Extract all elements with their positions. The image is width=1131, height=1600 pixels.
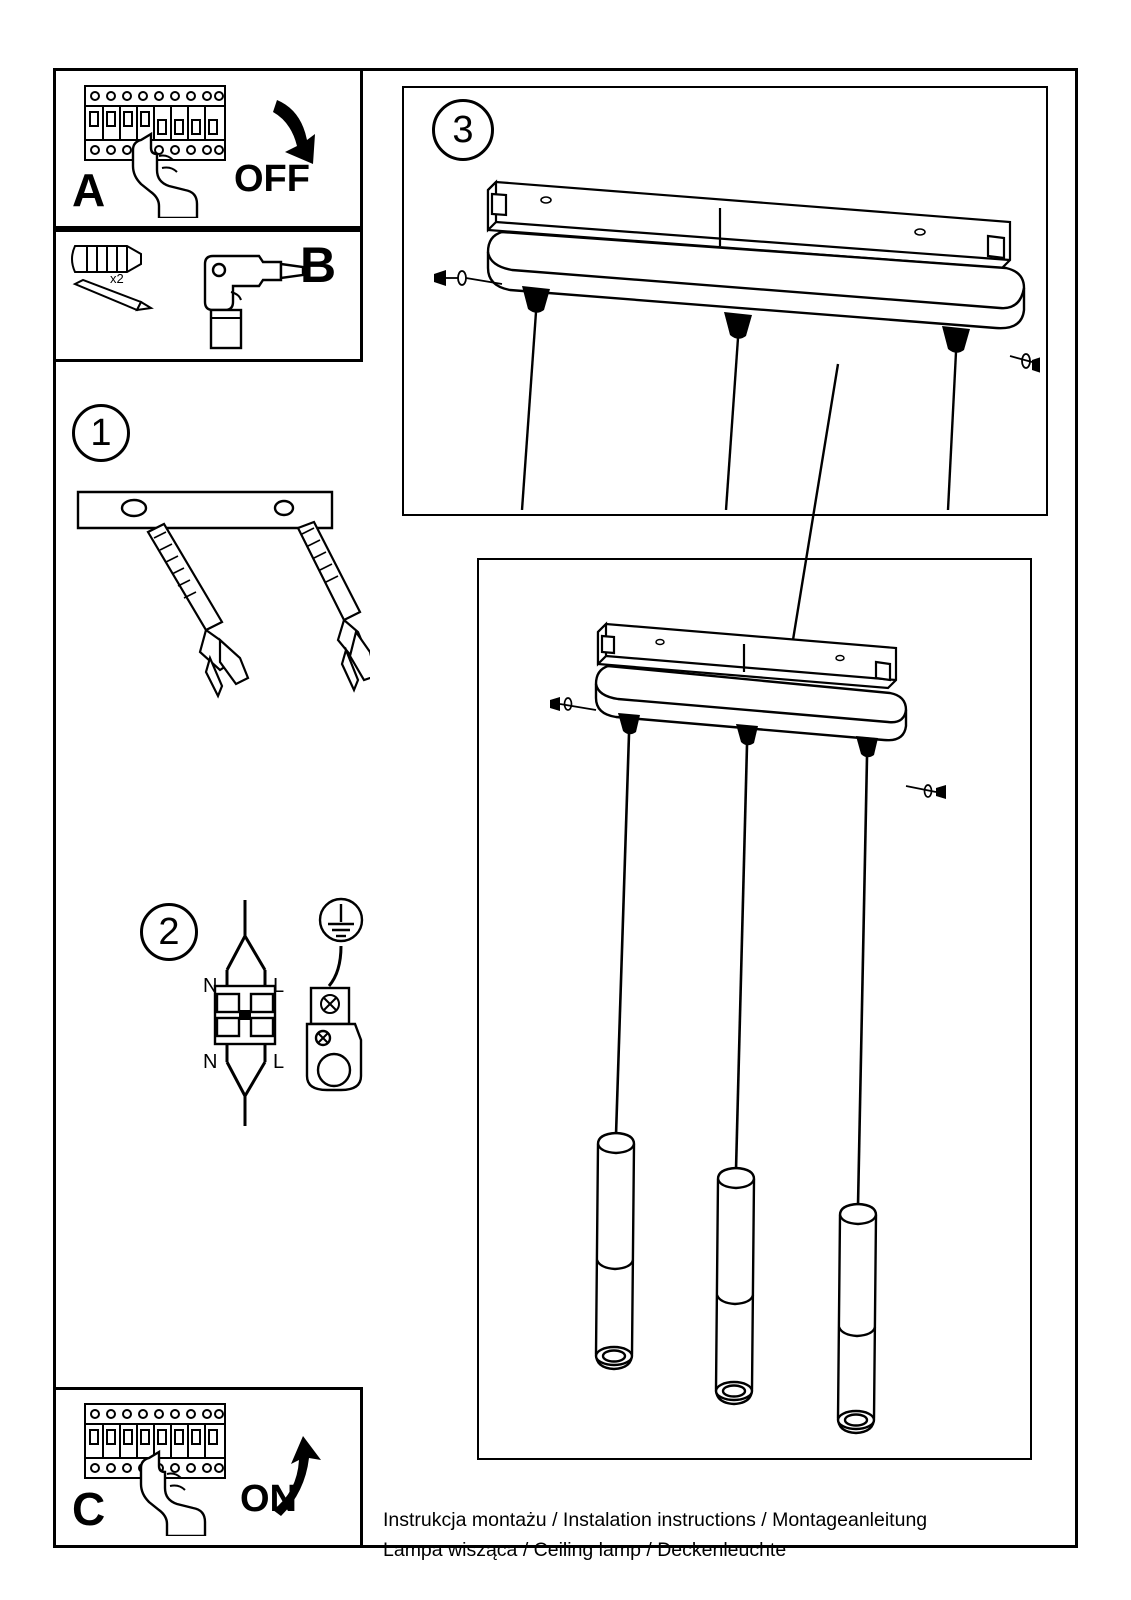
caption-line-1: Instrukcja montażu / Instalation instructions / Montageanleitung [383, 1509, 928, 1531]
step-2-illustration [195, 890, 385, 1130]
caption-line-2: Lampa wisząca / Ceiling lamp / Deckenleuchte [383, 1539, 787, 1562]
step-2-number: 2 [140, 903, 198, 961]
panel-b-letter: B [300, 237, 337, 293]
final-assembly-illustration [540, 600, 960, 1440]
terminal-label-l-bottom: L [273, 1051, 285, 1073]
panel-b-quantity-label: x2 [110, 271, 124, 286]
step-3-illustration [410, 160, 1040, 510]
step-1-number: 1 [72, 404, 130, 462]
caption-block [383, 1505, 1063, 1565]
panel-a-action-label: OFF [234, 158, 310, 200]
step-1-illustration [70, 480, 370, 720]
terminal-label-n-top: N [203, 975, 218, 997]
panel-c-illustration [63, 1396, 353, 1536]
panel-a-letter: A [72, 164, 106, 216]
terminal-label-l-top: L [273, 975, 285, 997]
panel-c-letter: C [72, 1483, 106, 1535]
step-3-number: 3 [432, 99, 494, 161]
terminal-label-n-bottom: N [203, 1051, 218, 1073]
panel-c-action-label: ON [240, 1478, 297, 1520]
